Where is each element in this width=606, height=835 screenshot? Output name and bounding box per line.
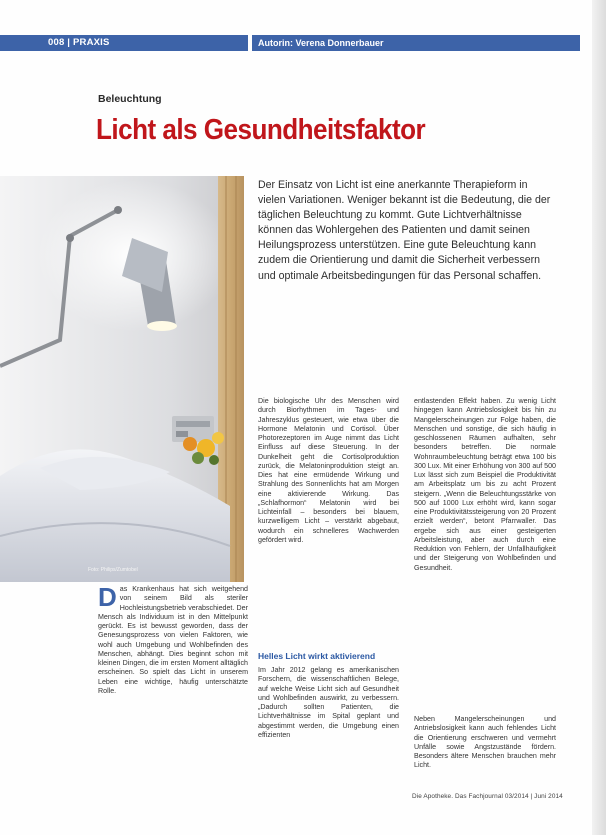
body-column-2b bbox=[258, 666, 399, 740]
column-3-text: entlastenden Effekt haben. Zu wenig Licht hingegen kann Antriebslosigkeit bis hin zu Mangelerscheinungen zur Folge haben, die Menschen und sonstige, die sich häufig in geschlossenen Räumen aufhalten, sehr besonders betreffen. Die normale Wohnraumbeleuchtung beträgt etwa 100 bis 300 Lux. Mit einer Erhöhung von 300 auf 500 Lux lässt sich zum Beispiel die Produktivität am Arbeitsplatz um bis zu acht Prozent steigern. „Wenn die Beleuchtungsstärke von 500 auf 1000 Lux erhöht wird, kann sogar eine Produktivitätssteigerung von 20 Prozent erzielt werden“, betont Pfarrwaller. Das ergebe sich aus einer gesteigerten Arbeitsleistung, aber auch durch eine Reduktion von Fehlern, der Unfallhäufigkeit und der Steigerung von Wohlbefinden und Gesundheit. bbox=[414, 397, 556, 572]
article-kicker: Beleuchtung bbox=[98, 93, 162, 105]
section-label: 008 | PRAXIS bbox=[48, 37, 110, 48]
page-edge bbox=[592, 0, 606, 835]
hospital-room-photo bbox=[0, 176, 244, 582]
article-title: Licht als Gesundheitsfaktor bbox=[96, 114, 426, 146]
column-3b-text: Neben Mangelerscheinungen und Antriebslosigkeit kann auch fehlendes Licht die Orientierung erschweren und vermehrt Unfälle sowie Angstzustände fördern. Besonders ältere Menschen brauchen mehr Licht. bbox=[414, 715, 556, 770]
header-divider bbox=[248, 35, 252, 51]
subheading: Helles Licht wirkt aktivierend bbox=[258, 651, 376, 661]
column-1-text: as Krankenhaus hat sich weitgehend von seinem Bild als steriler Hochleistungsbetrieb verabschiedet. Der Mensch als Individuum ist in den Mittelpunkt gerückt. Es ist bewusst geworden, dass der Genesungsprozess von vielen Faktoren, wie wohl auch Umgebung und Wohlbefinden des Menschen, abhängt. Dies beginnt schon mit kleinen Dingen, die im ersten Moment alltäglich erscheinen. So spielt das Licht in unserem Leben eine wichtige, häufig unterschätzte Rolle. bbox=[98, 585, 248, 695]
article-lead: Der Einsatz von Licht ist eine anerkannte Therapieform in vielen Variationen. Weniger bekannt ist die Bedeutung, die der täglichen Beleuchtung zu kommt. Gute Lichtverhältnisse können das Wohlergehen des Patienten und damit seinen Heilungsprozess unterstützen. Eine gute Beleuchtung kann zudem die Orientierung und damit die Sicherheit verbessern und optimale Arbeitsbedingungen für das Personal schaffen. bbox=[258, 179, 551, 282]
body-column-3 bbox=[414, 397, 556, 573]
drop-cap: D bbox=[98, 582, 117, 612]
body-column-1 bbox=[98, 582, 248, 696]
column-2b-text: Im Jahr 2012 gelang es amerikanischen Forschern, die wissenschaftlichen Belege, auf welche Weise Licht sich auf Gesundheit und Wohlbefinden auswirkt, zu verbessern. „Dadurch sollten Patienten, die Lichtverhältnisse im Spital geplant und abgestimmt werden, die Umgebung einen effizienten bbox=[258, 666, 399, 739]
author-label: Autorin: Verena Donnerbauer bbox=[258, 38, 384, 48]
column-2-text: Die biologische Uhr des Menschen wird durch Biorhythmen im Tages- und Jahreszyklus gesteuert, wie etwa über die Hormone Melatonin und Cortisol. Über Photorezeptoren im Auge nimmt das Licht Einfluss auf diese Steuerung. In der Dunkelheit geht die Cortisolproduktion zurück, die Melatoninproduktion steigt an. Dies hat eine ermüdende Wirkung und Strahlung des Sonnenlichts hat am Morgen eine aktivierende Wirkung. Das „Schlafhormon“ Melatonin wird bei Lichteinfall – besonders bei blauem, kurzwelligem Licht – verstärkt abgebaut, wodurch ein schnelleres Wachwerden gefördert wird. bbox=[258, 397, 399, 544]
page-footer: Die Apotheke. Das Fachjournal 03/2014 | Juni 2014 bbox=[412, 793, 563, 800]
body-column-2 bbox=[258, 397, 399, 545]
photo-credit: Foto: Philips/Zumtobel bbox=[88, 567, 138, 573]
body-column-3b bbox=[414, 715, 556, 771]
